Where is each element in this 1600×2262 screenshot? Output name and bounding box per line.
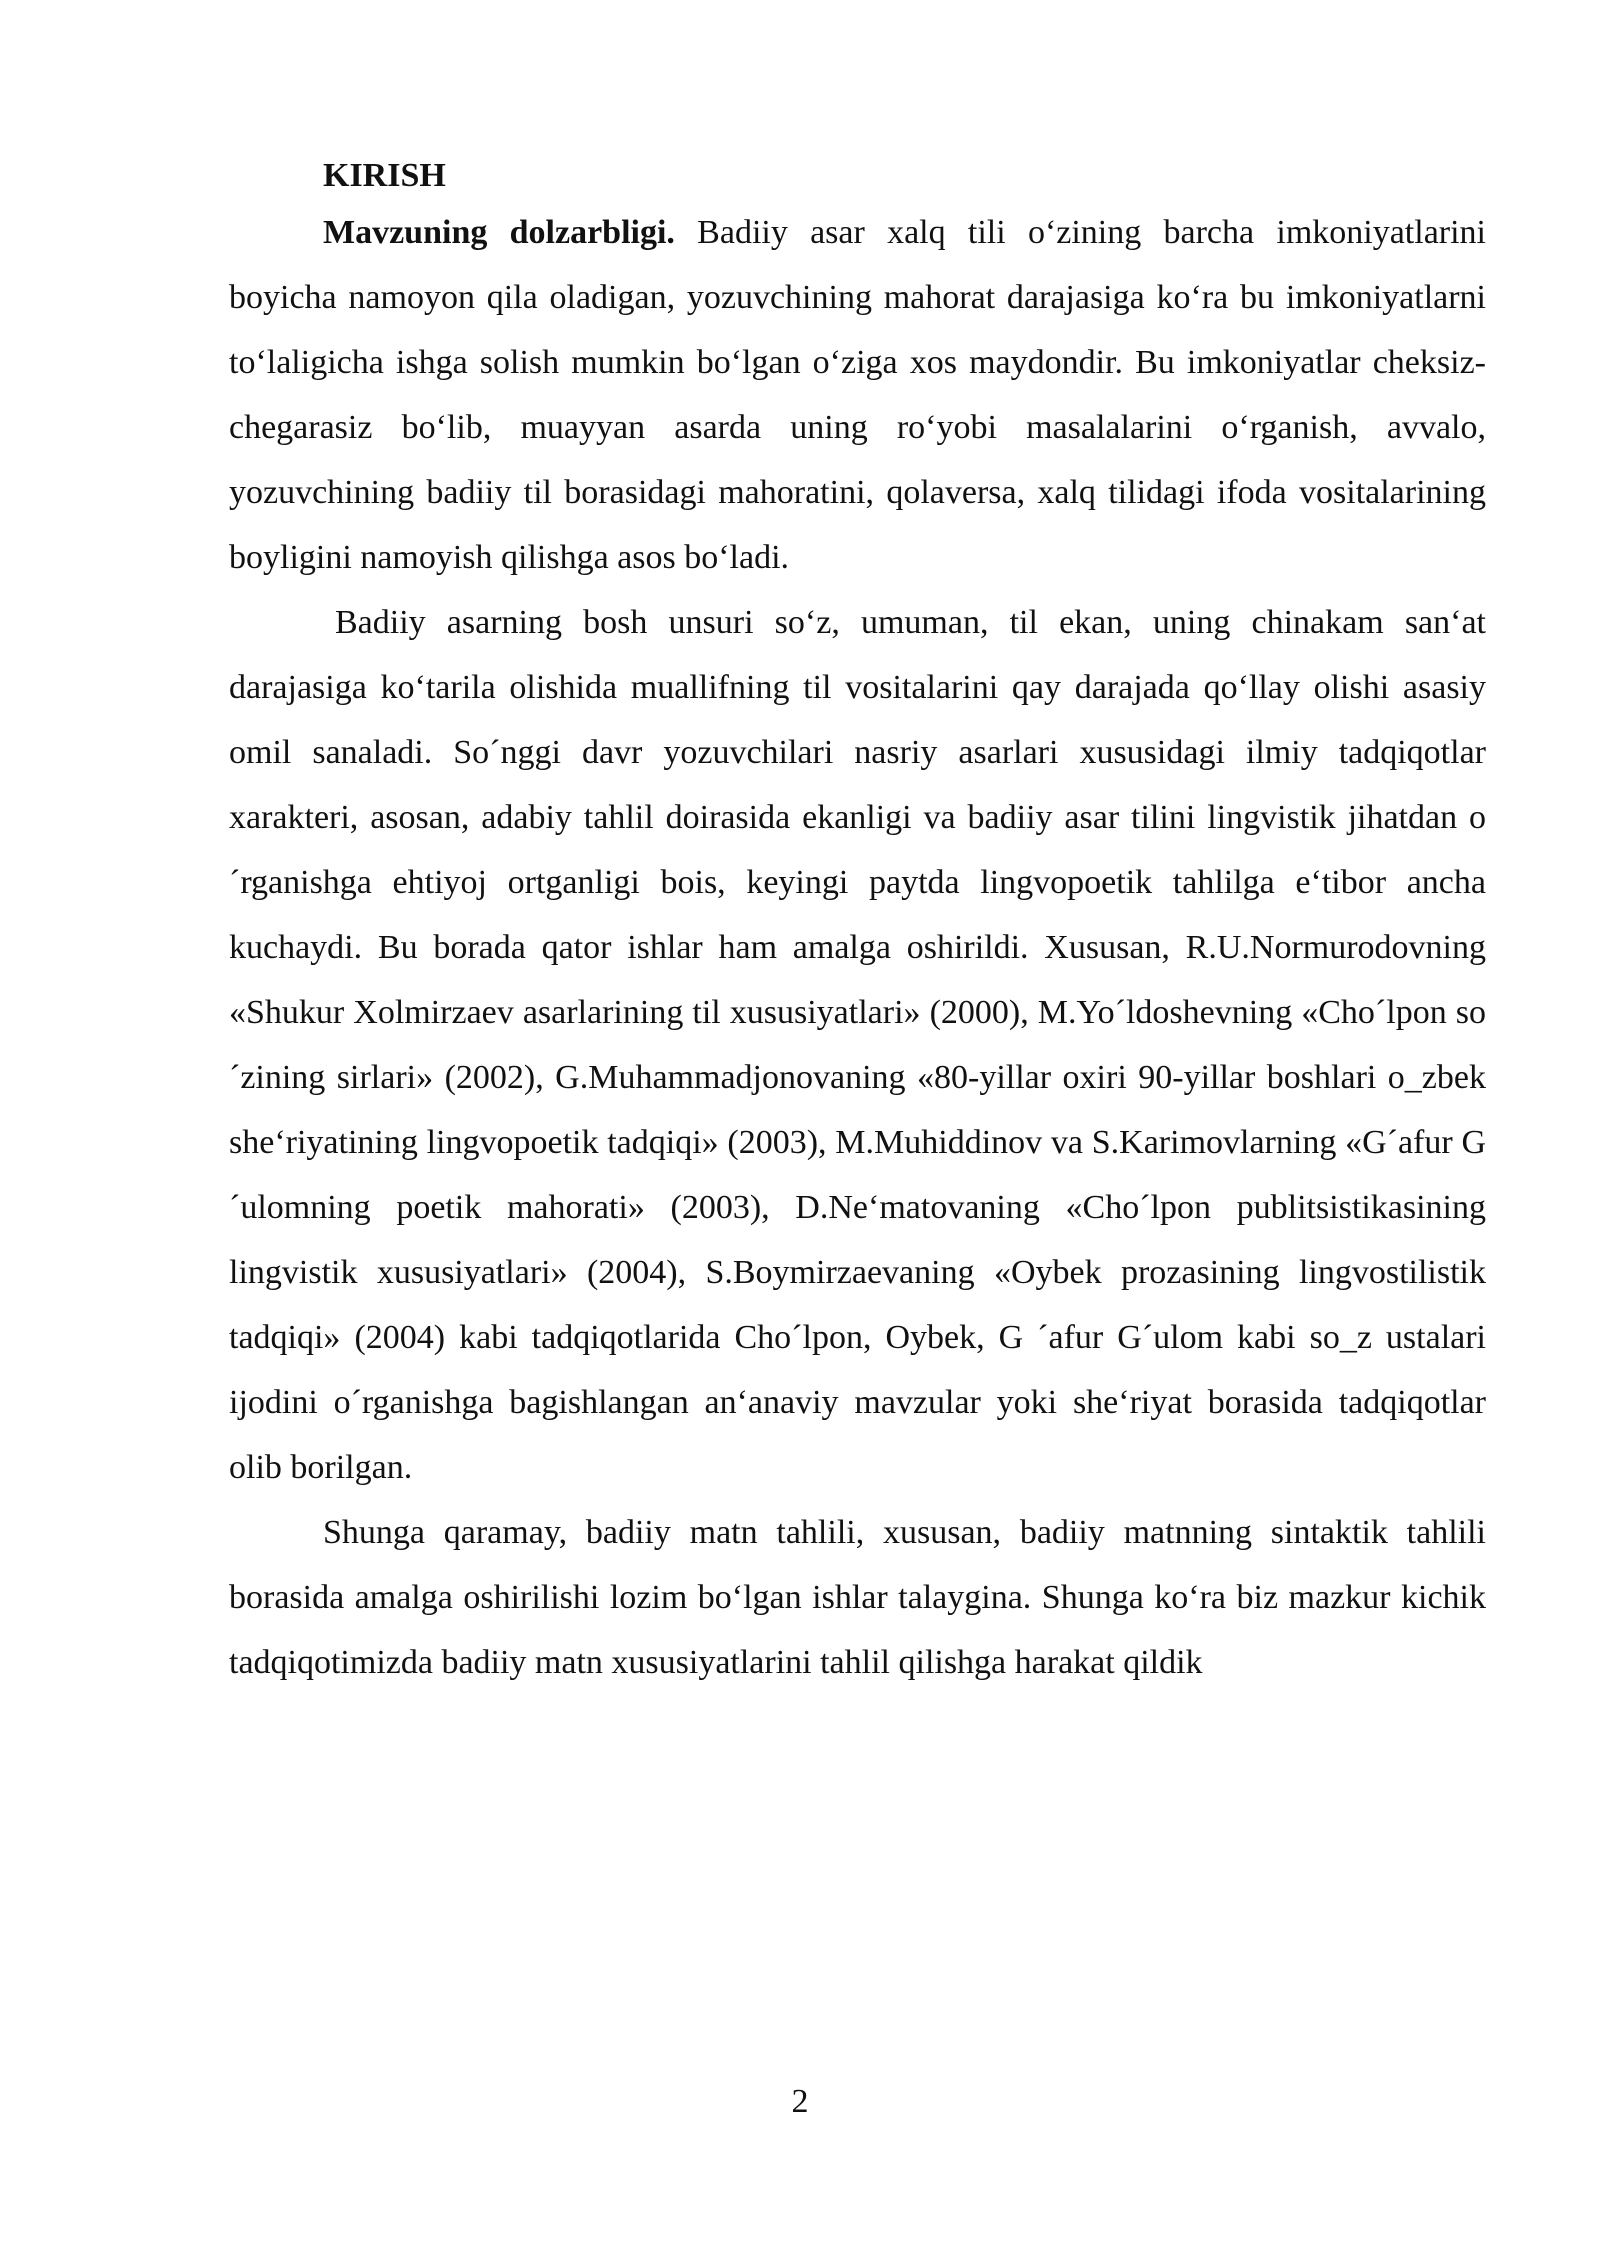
page-number: 2 — [791, 2083, 809, 2120]
paragraph-text: Shunga qaramay, badiiy matn tahlili, xususan, badiiy matnning sintaktik tahlili borasida amalga oshirilishi lozim bo‘lgan ishlar talaygina. Shunga ko‘ra biz mazkur kichik tadqiqotimizda badiiy matn xususiyatlarini tahlil qilishga harakat qildik — [229, 1514, 1486, 1681]
paragraph-text: Badiiy asar xalq tili o‘zining barcha imkoniyatlarini boyicha namoyon qila oladigan, yozuvchining mahorat darajasiga ko‘ra bu imkoniyatlarni to‘laligicha ishga solish mumkin bo‘lgan o‘ziga xos maydondir. Bu imkoniyatlar cheksiz-chegarasiz bo‘lib, muayyan asarda uning ro‘yobi masalalarini o‘rganish, avvalo, yozuvchining badiiy til borasidagi mahoratini, qolaversa, xalq tilidagi ifoda vositalarining boyligini namoyish qilishga asos bo‘ladi. — [229, 214, 1486, 576]
section-heading: KIRISH — [323, 157, 446, 194]
paragraph-text: Badiiy asarning bosh unsuri so‘z, umuman, til ekan, uning chinakam san‘at darajasiga ko‘tarila olishida muallifning til vositalarini qay darajada qo‘llay olishi asasiy omil sanaladi. So´nggi davr yozuvchilari nasriy asarlari xususidagi ilmiy tadqiqotlar xarakteri, asosan, adabiy tahlil doirasida ekanligi va badiiy asar tilini lingvistik jihatdan o´rganishga ehtiyoj ortganligi bois, keyingi paytda lingvopoetik tahlilga e‘tibor ancha kuchaydi. Bu borada qator ishlar ham amalga oshirildi. Xususan, R.U.Normurodovning «Shukur Xolmirzaev asarlarining til xususiyatlari» (2000), M.Yo´ldoshevning «Cho´lpon so´zining sirlari» (2002), G.Muhammadjonovaning «80-yillar oxiri 90-yillar boshlari o_zbek she‘riyatining lingvopoetik tadqiqi» (2003), M.Muhiddinov va S.Karimovlarning «G´afur G ´ulomning poetik mahorati» (2003), D.Ne‘matovaning «Cho´lpon publitsistikasining lingvistik xususiyatlari» (2004), S.Boymirzaevaning «Oybek prozasining lingvostilistik tadqiqi» (2004) kabi tadqiqotlarida Cho´lpon, Oybek, G ´afur G´ulom kabi so_z ustalari ijodini o´rganishga bagishlangan an‘anaviy mavzular yoki she‘riyat borasida tadqiqotlar olib borilgan. — [229, 604, 1486, 1486]
paragraph-lead: Mavzuning dolzarbligi. — [323, 214, 675, 251]
paragraph-relevance — [229, 200, 1486, 590]
paragraph-literature-review — [229, 590, 1486, 1500]
paragraph-conclusion — [229, 1500, 1486, 1695]
document-body — [229, 146, 1486, 1695]
